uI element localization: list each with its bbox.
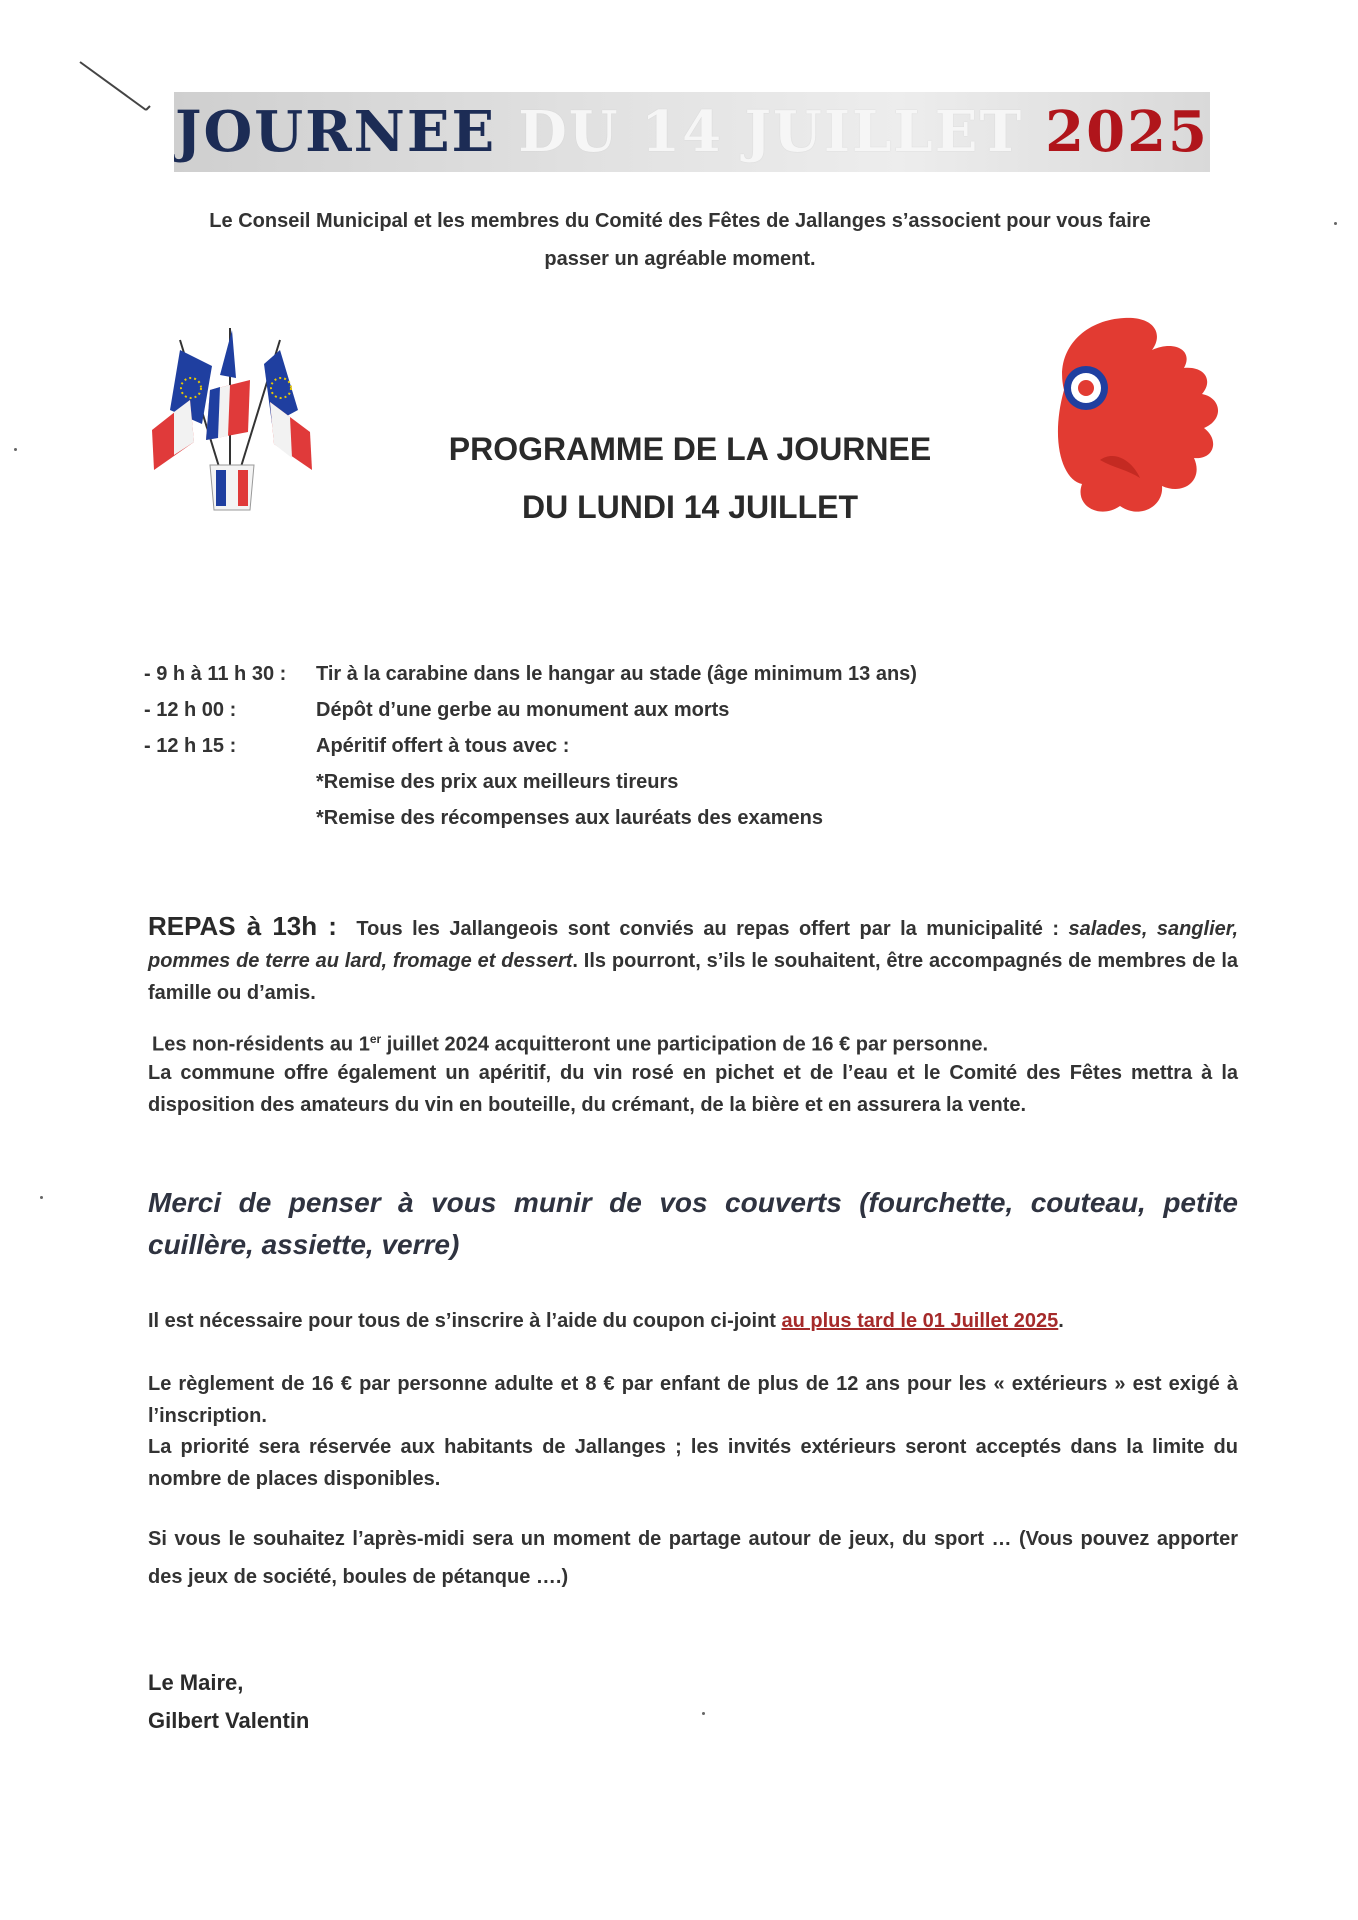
signature-block: [148, 1664, 309, 1740]
inscription-end: .: [1058, 1310, 1064, 1332]
intro-line-1: Le Conseil Municipal et les membres du Comité des Fêtes de Jallanges s’associent pour vous faire: [209, 210, 1151, 232]
repas-menu: salades, sanglier, pommes de terre au lard, fromage et dessert: [148, 918, 1238, 972]
non-residents-sup: er: [369, 1032, 382, 1046]
merci-paragraph: Merci de penser à vous munir de vos couverts (fourchette, couteau, petite cuillère, assiette, verre): [148, 1187, 1238, 1260]
inscription-text: Il est nécessaire pour tous de s’inscrire à l’aide du coupon ci-joint: [148, 1310, 782, 1332]
inscription-line: [148, 1305, 1238, 1337]
staple-mark-icon: [78, 60, 158, 120]
signature-name: Gilbert Valentin: [148, 1708, 310, 1733]
program-title: [400, 420, 980, 536]
banner-part-date: DU 14 JUILLET: [518, 99, 1024, 165]
non-residents-line: [152, 1023, 1242, 1061]
schedule-activity: Tir à la carabine dans le hangar au stade (âge minimum 13 ans): [316, 663, 917, 685]
schedule-subitem: *Remise des prix aux meilleurs tireurs: [316, 771, 679, 793]
priorite-paragraph: La priorité sera réservée aux habitants de Jallanges ; les invités extérieurs seront acceptés dans la limite du nombre de places disponibles.: [148, 1436, 1238, 1490]
schedule-time: - 9 h à 11 h 30 :: [144, 663, 287, 685]
non-residents-text-end: juillet 2024 acquitteront une participation de 16 € par personne.: [381, 1033, 989, 1056]
apres-midi-paragraph: Si vous le souhaitez l’après-midi sera un moment de partage autour de jeux, du sport … (Vous pouvez apporter des jeux de société, boules de pétanque ….): [148, 1528, 1238, 1588]
deadline-text: au plus tard le 01 Juillet 2025: [781, 1310, 1059, 1332]
reglement-paragraph: Le règlement de 16 € par personne adulte et 8 € par enfant de plus de 12 ans pour les « extérieurs » est exigé à l’inscription.: [148, 1373, 1238, 1427]
scan-speck: [702, 1712, 705, 1715]
intro-line-2: passer un agréable moment.: [544, 248, 816, 270]
commune-paragraph: La commune offre également un apéritif, du vin rosé en pichet et de l’eau et le Comité des Fêtes mettra à la disposition des amateurs du vin en bouteille, du crémant, de la bière et en assurera la vente.: [148, 1062, 1238, 1116]
scan-speck: [40, 1196, 43, 1199]
title-banner: [174, 92, 1210, 172]
schedule-item: [144, 692, 1044, 728]
schedule-time: - 12 h 15 :: [144, 735, 237, 757]
repas-text: Tous les Jallangeois sont conviés au repas offert par la municipalité :: [356, 918, 1059, 940]
scan-speck: [14, 448, 17, 451]
flags-icon: [150, 320, 330, 520]
program-title-line-1: PROGRAMME DE LA JOURNEE: [448, 431, 932, 467]
non-residents-text: Les non-résidents au 1: [152, 1033, 370, 1056]
schedule-activity: Dépôt d’une gerbe au monument aux morts: [316, 699, 730, 721]
repas-label: REPAS à 13h :: [148, 911, 337, 941]
intro-paragraph: [150, 202, 1210, 278]
schedule-activity: Apéritif offert à tous avec :: [316, 735, 570, 757]
marianne-cap-icon: [1044, 310, 1234, 530]
scan-speck: [1334, 222, 1337, 225]
schedule-time: - 12 h 00 :: [144, 699, 237, 721]
repas-text-end: . Ils pourront, s’ils le souhaitent, être accompagnés de membres de la famille ou d’amis.: [148, 950, 1239, 1004]
banner-part-journee: JOURNEE: [174, 99, 497, 165]
banner-part-year: 2025: [1045, 99, 1210, 165]
schedule-subitem: *Remise des récompenses aux lauréats des examens: [316, 807, 823, 829]
schedule: [144, 656, 1044, 836]
schedule-item: [144, 656, 1044, 692]
repas-paragraph: [148, 910, 1238, 1009]
signature-title: Le Maire,: [148, 1670, 244, 1695]
program-title-line-2: DU LUNDI 14 JUILLET: [521, 489, 859, 525]
schedule-item: [144, 728, 1044, 764]
